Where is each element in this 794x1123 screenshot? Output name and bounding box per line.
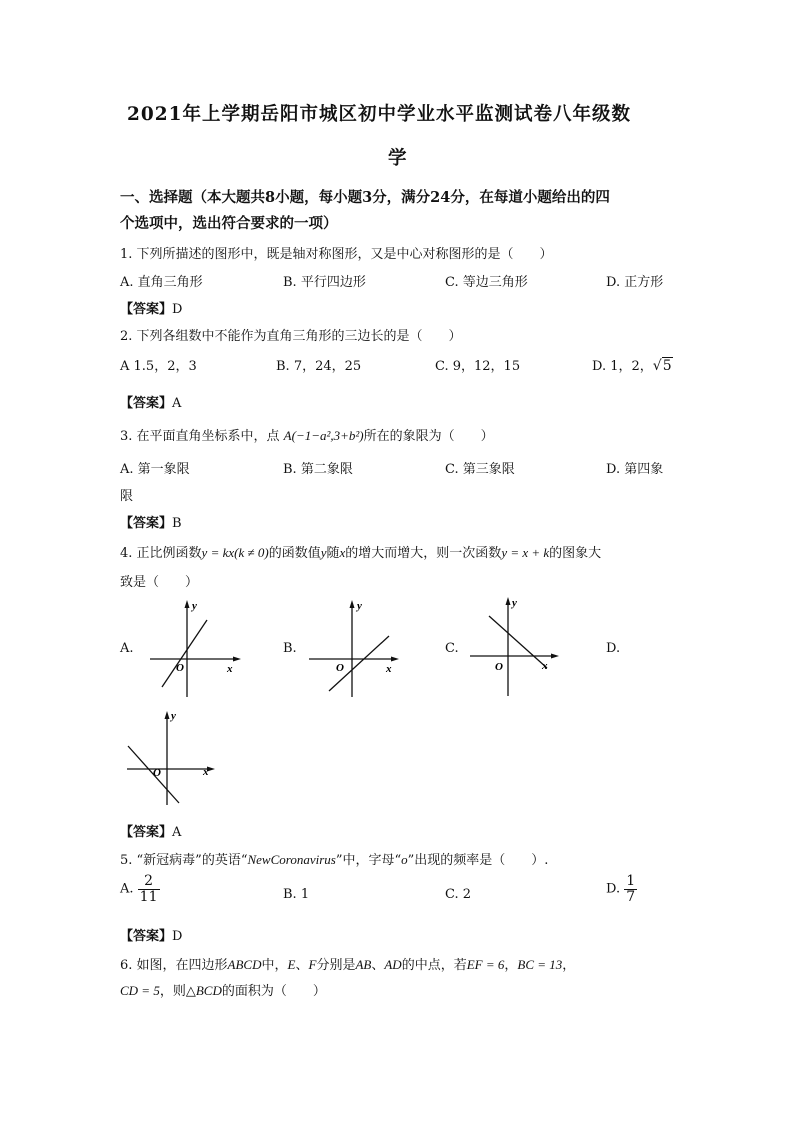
origin-label: O bbox=[176, 662, 184, 674]
q3-stem: 3. 在平面直角坐标系中，点 A(−1−a²,3+b²)所在的象限为（ ） bbox=[120, 428, 494, 444]
x-arrow bbox=[551, 654, 559, 659]
page-title-wrap: 学 bbox=[388, 148, 408, 169]
q4-graph-b bbox=[305, 597, 405, 699]
q1-option-a: A. 直角三角形 bbox=[120, 275, 203, 290]
q4-option-a-label: A. bbox=[120, 641, 134, 656]
page-title: 2021年上学期岳阳市城区初中学业水平监测试卷八年级数 bbox=[127, 104, 631, 125]
q3-point: A(−1−a²,3+b²) bbox=[283, 428, 364, 443]
q5-stem: 5. “新冠病毒”的英语“NewCoronavirus”中，字母“o”出现的频率是（ ）. bbox=[120, 852, 549, 868]
q1-answer: 【答案】D bbox=[120, 302, 183, 317]
q2-stem: 2. 下列各组数中不能作为直角三角形的三边长的是（ ） bbox=[120, 329, 462, 344]
x-label: x bbox=[227, 663, 233, 675]
q5-option-d: D. $\frac{1}{7}$ bbox=[606, 873, 636, 905]
y-label: y bbox=[512, 597, 517, 609]
fraction: $\frac{1}{7}$ bbox=[626, 873, 636, 905]
q5-answer: 【答案】D bbox=[120, 929, 183, 944]
section-header: 一、选择题（本大题共8小题，每小题3分，满分24分，在每道小题给出的四 bbox=[120, 189, 610, 206]
q5-option-b: B. 1 bbox=[283, 887, 310, 902]
sqrt-radicand: 5 bbox=[662, 358, 672, 374]
section-header-wrap: 个选项中，选出符合要求的一项） bbox=[120, 215, 338, 232]
q1-option-c: C. 等边三角形 bbox=[445, 275, 528, 290]
q4-graph-d bbox=[124, 707, 224, 807]
x-label: x bbox=[386, 663, 392, 675]
q3-option-d-wrap: 限 bbox=[120, 489, 134, 504]
q2-option-c: C. 9，12，15 bbox=[435, 359, 521, 374]
origin-label: O bbox=[153, 767, 161, 779]
q4-graph-c bbox=[467, 592, 567, 699]
y-arrow bbox=[185, 600, 190, 608]
y-label: y bbox=[171, 710, 176, 722]
origin-label: O bbox=[495, 661, 503, 673]
q1-option-b: B. 平行四边形 bbox=[283, 275, 366, 290]
origin-label: O bbox=[336, 662, 344, 674]
y-label: y bbox=[357, 600, 362, 612]
q2-option-a: A 1.5，2，3 bbox=[120, 359, 197, 374]
q4-stem-wrap: 致是（ ） bbox=[120, 575, 199, 590]
y-label: y bbox=[192, 600, 197, 612]
y-arrow bbox=[165, 711, 170, 719]
q5-option-a: A. $\frac{2}{11}$ bbox=[120, 873, 158, 905]
function-line bbox=[162, 620, 207, 687]
x-arrow bbox=[391, 657, 399, 662]
q3-answer: 【答案】B bbox=[120, 516, 182, 531]
q6-stem-wrap: CD = 5，则△BCD的面积为（ ） bbox=[120, 983, 326, 999]
y-arrow bbox=[506, 597, 511, 605]
q4-option-c-label: C. bbox=[445, 641, 459, 656]
x-label: x bbox=[542, 660, 548, 672]
q4-option-d-label: D. bbox=[606, 641, 621, 656]
q3-option-b: B. 第二象限 bbox=[283, 462, 353, 477]
q2-answer: 【答案】A bbox=[120, 396, 182, 411]
q5-option-c: C. 2 bbox=[445, 887, 472, 902]
q4-answer: 【答案】A bbox=[120, 825, 182, 840]
q4-stem: 4. 正比例函数y = kx(k ≠ 0)的函数值y随x的增大而增大，则一次函数y = x + k的图象大 bbox=[120, 545, 602, 561]
fraction: $\frac{2}{11}$ bbox=[139, 873, 158, 905]
q3-option-d: D. 第四象 bbox=[606, 462, 664, 477]
q6-stem: 6. 如图，在四边形ABCD中，E、F分别是AB、AD的中点，若EF = 6，BC = 13， bbox=[120, 957, 576, 973]
y-arrow bbox=[350, 600, 355, 608]
q1-stem: 1. 下列所描述的图形中，既是轴对称图形，又是中心对称图形的是（ ） bbox=[120, 247, 553, 262]
x-arrow bbox=[233, 657, 241, 662]
q2-option-d: D. 1，2，√5 bbox=[592, 358, 672, 374]
q3-option-c: C. 第三象限 bbox=[445, 462, 515, 477]
q4-graph-a bbox=[145, 597, 245, 699]
q2-option-b: B. 7，24，25 bbox=[276, 359, 362, 374]
q4-option-b-label: B. bbox=[283, 641, 297, 656]
q1-option-d: D. 正方形 bbox=[606, 275, 664, 290]
x-label: x bbox=[203, 766, 209, 778]
q3-option-a: A. 第一象限 bbox=[120, 462, 190, 477]
